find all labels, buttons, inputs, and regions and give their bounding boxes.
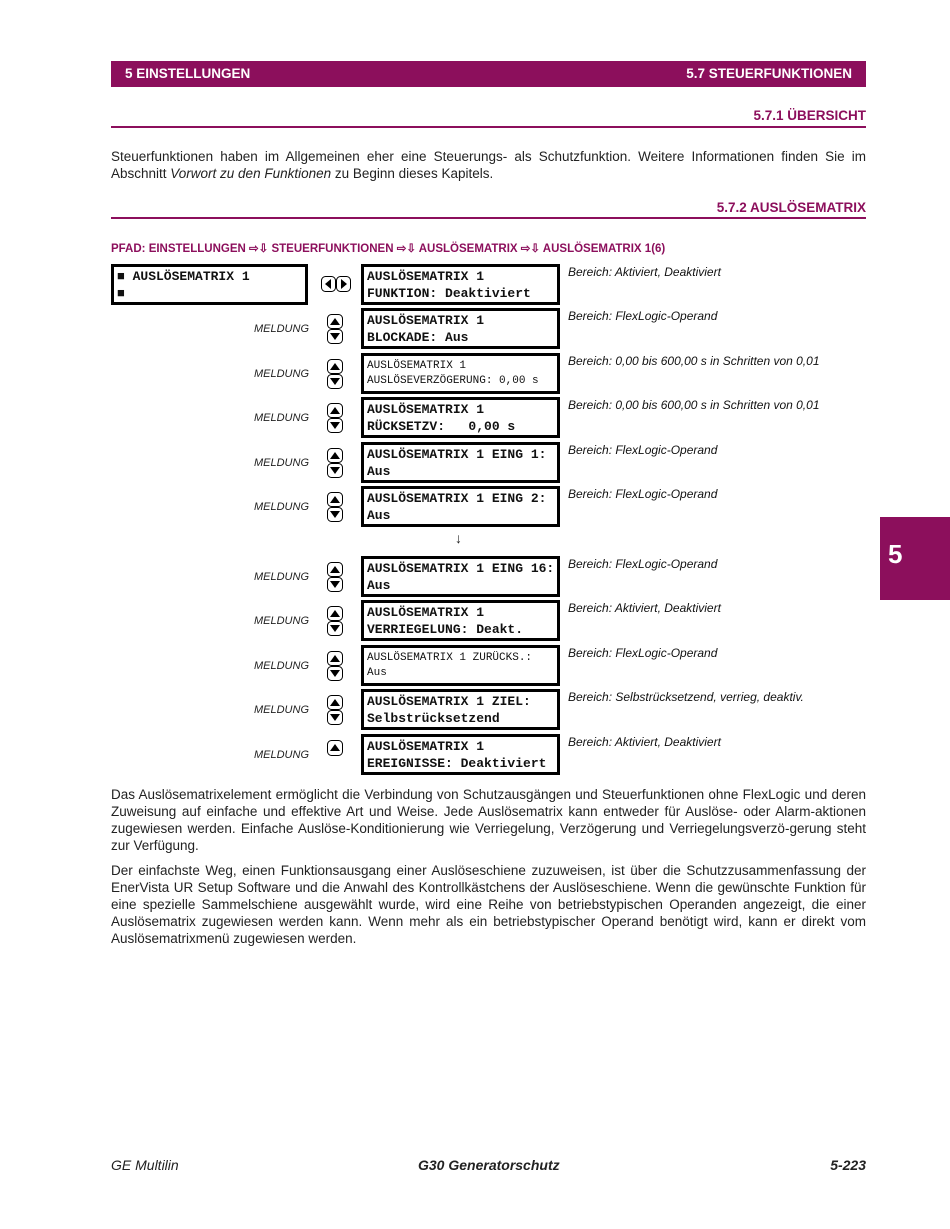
subsection-title-overview: 5.7.1 ÜBERSICHT bbox=[753, 108, 866, 123]
up-down-key-icon bbox=[327, 651, 343, 686]
up-key-icon bbox=[327, 740, 343, 761]
setting-range: Bereich: FlexLogic-Operand bbox=[568, 309, 718, 323]
message-label: MELDUNG bbox=[254, 323, 310, 335]
overview-paragraph: Steuerfunktionen haben im Allgemeinen eher eine Steuerungs- als Schutzfunktion. Weitere Informationen finden Sie im Abschnitt Vorwort zu den Funktionen zu Beginn dieses Kapitels. bbox=[111, 149, 866, 181]
setting-range: Bereich: 0,00 bis 600,00 s in Schritten von 0,01 bbox=[568, 398, 820, 412]
setting-range: Bereich: FlexLogic-Operand bbox=[568, 557, 718, 571]
left-right-key-icon bbox=[321, 276, 351, 292]
setting-range: Bereich: Aktiviert, Deaktiviert bbox=[568, 601, 721, 615]
up-down-key-icon bbox=[327, 359, 343, 394]
section-title: 5.7 STEUERFUNKTIONEN bbox=[686, 66, 852, 81]
setting-range: Bereich: FlexLogic-Operand bbox=[568, 646, 718, 660]
setting-range: Bereich: FlexLogic-Operand bbox=[568, 487, 718, 501]
body-paragraph-2: Der einfachste Weg, einen Funktionsausgang einer Auslöseschiene zuzuweisen, ist über die Schutzzusammenfassung der EnerVista UR Setup Software und die Anwahl des Kontrollkästchens der Auslöseschiene. Wenn die gewünschte Funktion für eine spezielle Sammelschiene ausgewählt wurde, wird eine Reihe von betriebstypischen Operanden angezeigt, die einer Auslösematrix zugewiesen werden kann. Wenn mehr als ein betriebstypischer Operand benötigt wird, kann er direkt vom Auslösematrixmenü zugewiesen werden. bbox=[111, 863, 866, 946]
up-down-key-icon bbox=[327, 448, 343, 483]
subsection-title-tripmatrix: 5.7.2 AUSLÖSEMATRIX bbox=[716, 200, 866, 215]
setting-range: Bereich: Aktiviert, Deaktiviert bbox=[568, 265, 721, 279]
body-paragraph-1: Das Auslösematrixelement ermöglicht die Verbindung von Schutzausgängen und Steuerfunktionen ohne FlexLogic und deren Zuweisung auf einfache und effektive Art und Weise. Jede Auslösematrix kann entweder für Auslöse- oder Alarm-aktionen zugewiesen werden. Einfache Auslöse-Konditionierung wie Verriegelung, Verzögerung und Verriegelungsverzö-gerung steht zur Verfügung. bbox=[111, 787, 866, 853]
up-down-key-icon bbox=[327, 403, 343, 438]
menu-path: PFAD: EINSTELLUNGEN ⇨⇩ STEUERFUNKTIONEN ⇨⇩ AUSLÖSEMATRIX ⇨⇩ AUSLÖSEMATRIX 1(6) bbox=[111, 243, 666, 255]
message-label: MELDUNG bbox=[254, 571, 310, 583]
message-label: MELDUNG bbox=[254, 660, 310, 672]
setting-range: Bereich: Selbstrücksetzend, verrieg, deaktiv. bbox=[568, 690, 804, 704]
up-down-key-icon bbox=[327, 492, 343, 527]
chapter-title: 5 EINSTELLUNGEN bbox=[125, 66, 251, 81]
footer-product: G30 Generatorschutz bbox=[418, 1157, 560, 1173]
setting-display[interactable]: AUSLÖSEMATRIX 1 ZURÜCKS.: Aus bbox=[361, 645, 560, 686]
setting-display[interactable]: AUSLÖSEMATRIX 1 EREIGNISSE: Deaktiviert bbox=[361, 734, 560, 775]
setting-display[interactable]: AUSLÖSEMATRIX 1 EING 2: Aus bbox=[361, 486, 560, 527]
setting-display[interactable]: AUSLÖSEMATRIX 1 ZIEL: Selbstrücksetzend bbox=[361, 689, 560, 730]
chapter-header bbox=[111, 61, 866, 87]
menu-header-display[interactable]: ■ AUSLÖSEMATRIX 1 ■ bbox=[111, 264, 308, 305]
divider bbox=[111, 217, 866, 219]
message-label: MELDUNG bbox=[254, 749, 310, 761]
message-label: MELDUNG bbox=[254, 501, 310, 513]
setting-display[interactable]: AUSLÖSEMATRIX 1 RÜCKSETZV: 0,00 s bbox=[361, 397, 560, 438]
divider bbox=[111, 126, 866, 128]
footer-company: GE Multilin bbox=[111, 1157, 179, 1173]
setting-display[interactable]: AUSLÖSEMATRIX 1 AUSLÖSEVERZÖGERUNG: 0,00 s bbox=[361, 353, 560, 394]
setting-range: Bereich: 0,00 bis 600,00 s in Schritten von 0,01 bbox=[568, 354, 820, 368]
continuation-arrow: ↓ bbox=[455, 530, 462, 546]
up-down-key-icon bbox=[327, 606, 343, 641]
setting-display[interactable]: AUSLÖSEMATRIX 1 EING 1: Aus bbox=[361, 442, 560, 483]
message-label: MELDUNG bbox=[254, 412, 310, 424]
message-label: MELDUNG bbox=[254, 368, 310, 380]
message-label: MELDUNG bbox=[254, 704, 310, 716]
up-down-key-icon bbox=[327, 314, 343, 349]
chapter-tab: 5 bbox=[880, 517, 950, 600]
up-down-key-icon bbox=[327, 562, 343, 597]
footer-page-number: 5-223 bbox=[830, 1157, 866, 1173]
setting-display[interactable]: AUSLÖSEMATRIX 1 VERRIEGELUNG: Deakt. bbox=[361, 600, 560, 641]
up-down-key-icon bbox=[327, 695, 343, 730]
setting-range: Bereich: Aktiviert, Deaktiviert bbox=[568, 735, 721, 749]
setting-display[interactable]: AUSLÖSEMATRIX 1 FUNKTION: Deaktiviert bbox=[361, 264, 560, 305]
message-label: MELDUNG bbox=[254, 615, 310, 627]
message-label: MELDUNG bbox=[254, 457, 310, 469]
setting-range: Bereich: FlexLogic-Operand bbox=[568, 443, 718, 457]
setting-display[interactable]: AUSLÖSEMATRIX 1 BLOCKADE: Aus bbox=[361, 308, 560, 349]
setting-display[interactable]: AUSLÖSEMATRIX 1 EING 16: Aus bbox=[361, 556, 560, 597]
